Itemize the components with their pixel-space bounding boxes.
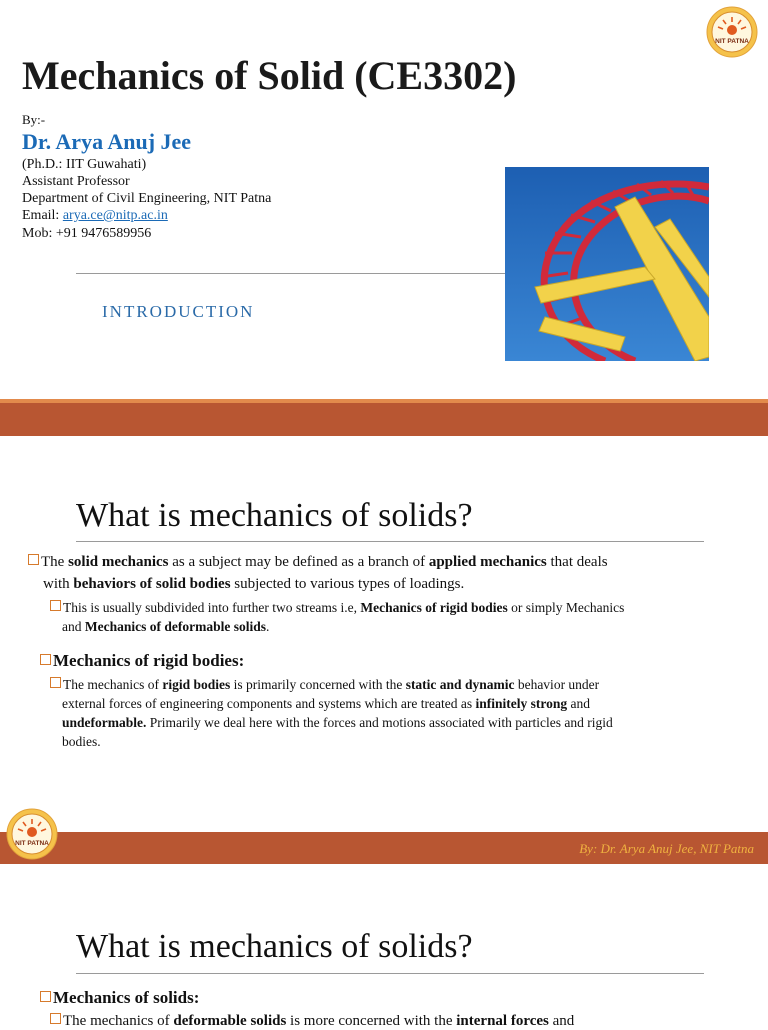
slide2-paragraph-3-line3: undeformable. Primarily we deal here with the forces and motions associated with particles and rigid [62, 715, 613, 730]
email-label: Email: [22, 208, 63, 223]
svg-text:NIT PATNA: NIT PATNA [715, 38, 749, 45]
checkbox-bullet-icon [50, 600, 61, 611]
nit-patna-logo [6, 808, 58, 860]
slide3-subheading: Mechanics of solids: [40, 988, 199, 1008]
checkbox-bullet-icon [40, 654, 51, 665]
presentation-title: Mechanics of Solid (CE3302) [22, 53, 517, 98]
slide2-heading-rule [76, 541, 704, 542]
slide2-heading: What is mechanics of solids? [76, 497, 473, 534]
section-label: INTRODUCTION [102, 302, 255, 321]
slide3-heading: What is mechanics of solids? [76, 928, 473, 965]
slide3-heading-rule [76, 973, 704, 974]
author-name: Dr. Arya Anuj Jee [22, 129, 192, 154]
checkbox-bullet-icon [50, 677, 61, 688]
slide2-paragraph-2: This is usually subdivided into further two streams i.e, Mechanics of rigid bodies or simply Mechanics [50, 600, 624, 616]
slide2-paragraph-1-cont: with behaviors of solid bodies subjected to various types of loadings. [43, 576, 465, 592]
roller-coaster-image [505, 167, 709, 361]
by-label: By:- [22, 112, 46, 127]
author-department: Department of Civil Engineering, NIT Patna [22, 191, 272, 206]
slide-divider-band [0, 399, 768, 436]
slide3-paragraph-1: The mechanics of deformable solids is more concerned with the internal forces and [50, 1013, 574, 1030]
svg-text:NIT PATNA: NIT PATNA [15, 840, 49, 847]
slide2-subheading: Mechanics of rigid bodies: [40, 651, 244, 671]
checkbox-bullet-icon [50, 1013, 61, 1024]
slide2-paragraph-3-line4: bodies. [62, 734, 101, 749]
author-email-line [22, 208, 168, 224]
author-position: Assistant Professor [22, 174, 130, 189]
slide2-paragraph-3: The mechanics of rigid bodies is primarily concerned with the static and dynamic behavior under [50, 677, 599, 693]
nit-patna-logo [706, 6, 758, 58]
email-link[interactable]: arya.ce@nitp.ac.in [62, 208, 168, 223]
checkbox-bullet-icon [28, 554, 39, 565]
title-divider [76, 273, 506, 274]
author-mobile: Mob: +91 9476589956 [22, 226, 152, 241]
checkbox-bullet-icon [40, 991, 51, 1002]
slide2-paragraph-1: The solid mechanics as a subject may be defined as a branch of applied mechanics that deals [28, 554, 608, 571]
author-credentials: (Ph.D.: IIT Guwahati) [22, 157, 147, 172]
slide-footer-credit: By: Dr. Arya Anuj Jee, NIT Patna [579, 841, 754, 856]
slide2-paragraph-3-line2: external forces of engineering components and systems which are treated as infinitely strong and [62, 696, 590, 711]
slide2-paragraph-2-cont: and Mechanics of deformable solids. [62, 619, 270, 634]
